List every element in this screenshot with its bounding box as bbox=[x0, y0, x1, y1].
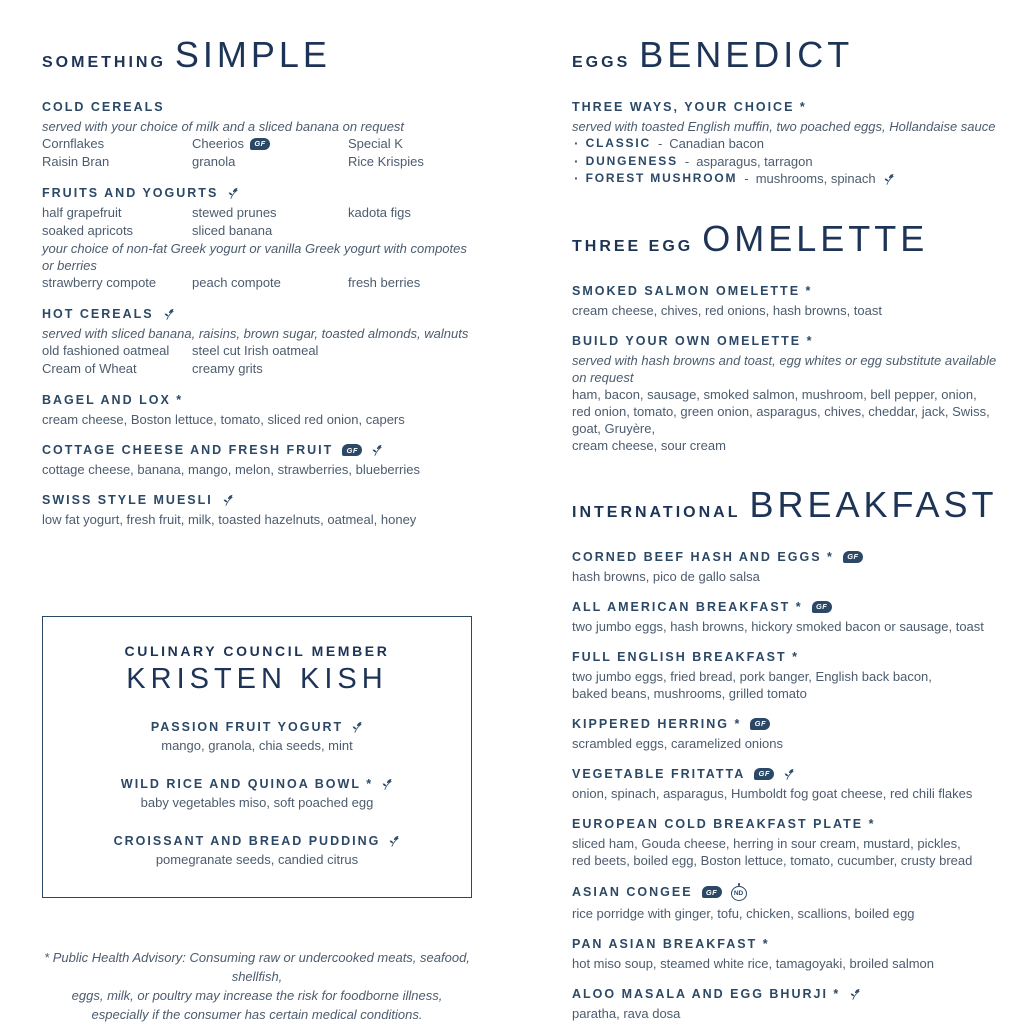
leaf-icon bbox=[883, 173, 895, 185]
leaf-icon bbox=[222, 494, 234, 506]
menu-item-title-row bbox=[42, 393, 472, 407]
menu-item-title-row bbox=[572, 717, 1014, 731]
section-header-small-word: THREE EGG bbox=[572, 237, 694, 255]
item-description: sliced ham, Gouda cheese, herring in sour cream, mustard, pickles, bbox=[572, 835, 961, 851]
right-column bbox=[572, 34, 1014, 1024]
option-separator: - bbox=[744, 171, 749, 186]
grid-option-label: strawberry compote bbox=[42, 275, 157, 290]
advisory-line: eggs, milk, or poultry may increase the risk for foodborne illness, bbox=[71, 988, 443, 1003]
option-name: FOREST MUSHROOM bbox=[585, 171, 738, 185]
grid-option-label: sliced banana bbox=[192, 223, 273, 238]
menu-item-title: EUROPEAN COLD BREAKFAST PLATE * bbox=[572, 816, 876, 831]
option-description: Canadian bacon bbox=[669, 136, 764, 151]
section-header-large-word: BREAKFAST bbox=[749, 483, 998, 525]
chef-menu-item-title-row bbox=[63, 720, 451, 734]
grid-option-label: soaked apricots bbox=[42, 223, 134, 238]
grid-option bbox=[42, 153, 192, 171]
bulleted-option bbox=[572, 153, 1014, 171]
item-description: cream cheese, sour cream bbox=[572, 437, 726, 453]
gluten-free-icon bbox=[342, 444, 362, 456]
leaf-icon bbox=[371, 444, 383, 456]
grid-option bbox=[348, 274, 472, 292]
gluten-free-icon-label: GF bbox=[758, 769, 770, 778]
menu-item bbox=[572, 884, 1014, 922]
grid-option bbox=[192, 204, 348, 222]
gluten-free-icon-label: GF bbox=[705, 887, 718, 897]
advisory-line: * Public Health Advisory: Consuming raw or undercooked meats, seafood, shellfish, bbox=[44, 950, 470, 984]
gluten-free-icon-label: GF bbox=[254, 139, 266, 148]
menu-item-title-row bbox=[572, 884, 1014, 901]
grid-option-label: Special K bbox=[348, 136, 403, 151]
menu-item bbox=[42, 186, 472, 292]
section-header-large-word: BENEDICT bbox=[639, 34, 854, 75]
grid-option bbox=[192, 222, 348, 240]
leaf-icon bbox=[381, 778, 393, 790]
gluten-free-icon-label: GF bbox=[346, 445, 358, 455]
gluten-free-icon bbox=[702, 886, 722, 898]
leaf-icon bbox=[163, 308, 175, 320]
menu-item-title-row bbox=[42, 307, 472, 321]
item-description: onion, spinach, asparagus, Humboldt fog goat cheese, red chili flakes bbox=[572, 785, 973, 801]
menu-item-title: THREE WAYS, YOUR CHOICE * bbox=[572, 100, 807, 114]
item-description: ham, bacon, sausage, smoked salmon, mushroom, bell pepper, onion, bbox=[572, 386, 977, 402]
menu-item bbox=[572, 284, 1014, 319]
grid-option-label: creamy grits bbox=[192, 361, 263, 376]
menu-item-title-row bbox=[572, 937, 1014, 951]
menu-item bbox=[572, 650, 1014, 702]
section-header bbox=[572, 34, 1014, 76]
chef-menu-item-description: baby vegetables miso, soft poached egg bbox=[140, 795, 374, 810]
bullet-dot: · bbox=[574, 170, 579, 186]
gluten-free-icon bbox=[750, 718, 770, 730]
menu-item-title: KIPPERED HERRING * bbox=[572, 716, 742, 731]
option-name: DUNGENESS bbox=[585, 153, 678, 168]
item-description: baked beans, mushrooms, grilled tomato bbox=[572, 685, 807, 701]
menu-item-title: FULL ENGLISH BREAKFAST * bbox=[572, 649, 799, 664]
bullet-dot: · bbox=[574, 152, 579, 169]
leaf-icon bbox=[351, 721, 363, 733]
item-options-grid bbox=[42, 204, 472, 240]
menu-item-title-row bbox=[572, 767, 1014, 781]
menu-item-title-row bbox=[572, 600, 1014, 614]
grid-option bbox=[192, 342, 348, 360]
section-header-small-word: SOMETHING bbox=[42, 54, 166, 71]
grid-option bbox=[348, 342, 472, 360]
menu-item-title-row bbox=[42, 186, 472, 200]
grid-option-label: Cream of Wheat bbox=[42, 361, 137, 376]
item-options-grid bbox=[42, 342, 472, 378]
menu-item-title: COTTAGE CHEESE AND FRESH FRUIT bbox=[42, 443, 334, 457]
menu-item-title: SWISS STYLE MUESLI bbox=[42, 493, 213, 507]
gluten-free-icon bbox=[843, 551, 863, 563]
menu-item-title: BAGEL AND LOX * bbox=[42, 393, 184, 407]
item-description: scrambled eggs, caramelized onions bbox=[572, 735, 783, 751]
item-description: rice porridge with ginger, tofu, chicken, scallions, boiled egg bbox=[572, 905, 915, 921]
grid-option-label: steel cut Irish oatmeal bbox=[192, 343, 319, 358]
culinary-council-label: CULINARY COUNCIL MEMBER bbox=[124, 643, 390, 659]
serving-note: served with hash browns and toast, egg whites or egg substitute available on request bbox=[572, 352, 997, 385]
option-description: asparagus, tarragon bbox=[696, 153, 813, 169]
menu-item-title-row bbox=[572, 334, 1014, 348]
serving-note: served with sliced banana, raisins, brown sugar, toasted almonds, walnuts bbox=[42, 326, 469, 341]
section-header-large-word: SIMPLE bbox=[174, 34, 331, 75]
item-description: two jumbo eggs, hash browns, hickory smoked bacon or sausage, toast bbox=[572, 618, 984, 634]
item-options-grid bbox=[42, 274, 472, 292]
chef-menu-item-title-row bbox=[63, 834, 451, 848]
menu-item-title-row bbox=[572, 650, 1014, 664]
gluten-free-icon bbox=[812, 601, 832, 613]
serving-note: your choice of non-fat Greek yogurt or vanilla Greek yogurt with compotes or berries bbox=[42, 241, 467, 273]
item-description: cream cheese, chives, red onions, hash browns, toast bbox=[572, 302, 882, 318]
grid-option-label: Cheerios bbox=[192, 136, 245, 151]
chef-menu-item-description: pomegranate seeds, candied citrus bbox=[155, 852, 359, 867]
leaf-icon bbox=[388, 835, 400, 847]
chef-menu-item-title: CROISSANT AND BREAD PUDDING bbox=[113, 834, 381, 848]
item-description: cottage cheese, banana, mango, melon, strawberries, blueberries bbox=[42, 462, 420, 477]
grid-option bbox=[42, 204, 192, 222]
advisory-line: especially if the consumer has certain medical conditions. bbox=[91, 1007, 423, 1022]
bulleted-option bbox=[572, 135, 1014, 153]
chef-menu-item bbox=[63, 777, 451, 810]
menu-item-title: VEGETABLE FRITATTA bbox=[572, 766, 746, 781]
option-name: CLASSIC bbox=[585, 136, 651, 150]
menu-item bbox=[42, 393, 472, 428]
menu-item bbox=[572, 600, 1014, 635]
menu-item bbox=[572, 937, 1014, 972]
leaf-icon bbox=[783, 768, 795, 780]
grid-option-label: Rice Krispies bbox=[348, 154, 424, 169]
no-dairy-icon bbox=[731, 886, 747, 901]
menu-item-title-row bbox=[42, 100, 472, 114]
gluten-free-icon-label: GF bbox=[754, 719, 767, 728]
grid-option bbox=[42, 274, 192, 292]
menu-item bbox=[572, 767, 1014, 802]
grid-option bbox=[42, 222, 192, 240]
menu-item-title-row bbox=[572, 987, 1014, 1001]
section-header-large-word: OMELETTE bbox=[702, 217, 929, 259]
left-column bbox=[42, 34, 472, 1024]
chef-menu-item-title: WILD RICE AND QUINOA BOWL * bbox=[120, 777, 374, 791]
menu-item-title: ASIAN CONGEE bbox=[572, 885, 693, 899]
serving-note: served with your choice of milk and a sliced banana on request bbox=[42, 119, 405, 134]
menu-item bbox=[42, 307, 472, 378]
option-description: mushrooms, spinach bbox=[755, 171, 876, 186]
grid-option bbox=[192, 360, 348, 378]
grid-option bbox=[348, 204, 472, 222]
gluten-free-icon-label: GF bbox=[815, 602, 828, 611]
chef-menu-item bbox=[63, 720, 451, 753]
public-health-advisory bbox=[42, 948, 472, 1024]
grid-option-label: fresh berries bbox=[348, 275, 421, 290]
menu-item bbox=[42, 493, 472, 528]
leaf-icon bbox=[849, 988, 861, 1000]
item-description: red beets, boiled egg, Boston lettuce, tomato, cucumber, crusty bread bbox=[572, 852, 973, 868]
section-header bbox=[572, 218, 1014, 260]
item-description: paratha, rava dosa bbox=[572, 1005, 681, 1021]
grid-option bbox=[348, 153, 472, 171]
item-description: cream cheese, Boston lettuce, tomato, sliced red onion, capers bbox=[42, 412, 405, 427]
bulleted-option bbox=[572, 170, 1014, 188]
menu-item-title: CORNED BEEF HASH AND EGGS * bbox=[572, 549, 834, 564]
menu-item bbox=[42, 443, 472, 478]
chef-menu-item-description: mango, granola, chia seeds, mint bbox=[161, 738, 353, 753]
chef-menu-item-title: PASSION FRUIT YOGURT bbox=[150, 720, 344, 734]
menu-item bbox=[572, 334, 1014, 454]
section-header bbox=[42, 34, 472, 76]
no-dairy-icon-label: ND bbox=[733, 889, 744, 897]
grid-option-label: kadota figs bbox=[348, 205, 411, 220]
grid-option-label: half grapefruit bbox=[42, 205, 122, 220]
grid-option-label: Cornflakes bbox=[42, 136, 105, 151]
section-header bbox=[572, 484, 1014, 526]
grid-option bbox=[192, 274, 348, 292]
section-header-small-word: EGGS bbox=[572, 54, 631, 71]
option-separator: - bbox=[684, 153, 690, 169]
culinary-council-box bbox=[42, 616, 472, 898]
serving-note: served with toasted English muffin, two poached eggs, Hollandaise sauce bbox=[572, 119, 996, 134]
section-header-small-word: INTERNATIONAL bbox=[572, 503, 741, 521]
menu-item-title: ALL AMERICAN BREAKFAST * bbox=[572, 599, 803, 614]
bullet-dot: · bbox=[574, 135, 579, 151]
item-description: hot miso soup, steamed white rice, tamagoyaki, broiled salmon bbox=[572, 955, 935, 971]
item-options-grid bbox=[42, 135, 472, 171]
item-description: two jumbo eggs, fried bread, pork banger, English back bacon, bbox=[572, 668, 932, 684]
menu-item bbox=[572, 100, 1014, 188]
grid-option bbox=[348, 222, 472, 240]
chef-name: KRISTEN KISH bbox=[126, 663, 388, 695]
menu-item-title: FRUITS AND YOGURTS bbox=[42, 186, 219, 200]
grid-option-label: peach compote bbox=[192, 275, 281, 290]
grid-option bbox=[348, 360, 472, 378]
leaf-icon bbox=[227, 187, 239, 199]
menu-item bbox=[572, 550, 1014, 585]
menu-item-title: COLD CEREALS bbox=[42, 100, 165, 114]
gluten-free-icon-label: GF bbox=[847, 552, 859, 561]
grid-option-label: Raisin Bran bbox=[42, 154, 110, 169]
chef-menu-item-title-row bbox=[63, 777, 451, 791]
gluten-free-icon bbox=[250, 138, 270, 150]
menu-item-title-row bbox=[572, 550, 1014, 564]
option-separator: - bbox=[657, 136, 663, 151]
grid-option bbox=[42, 342, 192, 360]
menu-item-title: ALOO MASALA AND EGG BHURJI * bbox=[572, 986, 841, 1001]
grid-option bbox=[192, 153, 348, 171]
grid-option bbox=[42, 135, 192, 153]
menu-item-title-row bbox=[42, 493, 472, 507]
item-description: low fat yogurt, fresh fruit, milk, toasted hazelnuts, oatmeal, honey bbox=[42, 512, 417, 527]
menu-item-title: HOT CEREALS bbox=[42, 307, 154, 321]
gluten-free-icon bbox=[754, 768, 774, 780]
item-description: red onion, tomato, green onion, asparagus, chives, cheddar, jack, Swiss, goat, Gruyère, bbox=[572, 403, 990, 436]
grid-option bbox=[42, 360, 192, 378]
chef-menu-item bbox=[63, 834, 451, 867]
menu-item-title: BUILD YOUR OWN OMELETTE * bbox=[572, 333, 814, 348]
menu-item-title-row bbox=[572, 817, 1014, 831]
grid-option-label: granola bbox=[192, 154, 236, 169]
menu-item-title: PAN ASIAN BREAKFAST * bbox=[572, 936, 770, 951]
menu-item bbox=[572, 987, 1014, 1022]
menu-item bbox=[42, 100, 472, 171]
grid-option-label: stewed prunes bbox=[192, 205, 277, 220]
menu-item-title: SMOKED SALMON OMELETTE * bbox=[572, 283, 813, 298]
menu-item-title-row bbox=[572, 100, 1014, 114]
item-description: hash browns, pico de gallo salsa bbox=[572, 568, 760, 584]
menu-item bbox=[572, 817, 1014, 869]
grid-option bbox=[348, 135, 472, 153]
grid-option-label: old fashioned oatmeal bbox=[42, 343, 170, 358]
menu-item-title-row bbox=[572, 284, 1014, 298]
grid-option bbox=[192, 135, 348, 153]
menu-item bbox=[572, 717, 1014, 752]
menu-item-title-row bbox=[42, 443, 472, 457]
